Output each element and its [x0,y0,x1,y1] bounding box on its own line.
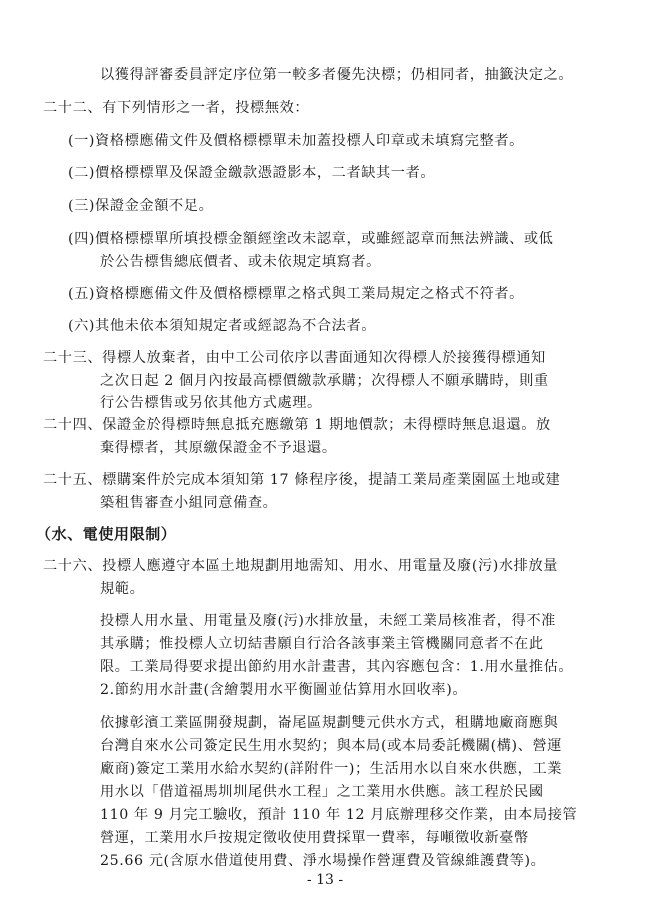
article-22-item-2: (二)價格標標單及保證金繳款憑證影本，二者缺其一者。 [68,165,436,181]
article-23-line-1: 二十三、得標人放棄者，由中工公司依序以書面通知次得標人於接獲得標通知 [43,350,546,366]
article-22-heading: 二十二、有下列情形之一者，投標無效： [43,100,310,116]
article-26-paragraph-1-line-4: 2.節約用水計畫(含繪製用水平衡圖並估算用水回收率)。 [100,682,468,698]
article-22-item-3: (三)保證金金額不足。 [68,198,214,214]
article-26-paragraph-2-line-5: 110 年 9 月完工驗收，預計 110 年 12 月底辦理移交作業，由本局接管 [100,807,578,823]
page-number: - 13 - [306,872,344,888]
article-22-item-6: (六)其他未依本須知規定者或經認為不合法者。 [68,318,377,334]
article-26-paragraph-2-line-7: 25.66 元(含原水借道使用費、淨水場操作營運費及管線維護費等)。 [100,853,546,869]
article-26-heading-line-1: 二十六、投標人應遵守本區土地規劃用地需知、用水、用電量及廢(污)水排放量 [43,558,559,574]
article-26-heading-line-2: 規範。 [100,581,145,597]
intro-line: 以獲得評審委員評定序位第一較多者優先決標；仍相同者，抽籤決定之。 [100,67,574,83]
article-22-item-5: (五)資格標應備文件及價格標標單之格式與工業局規定之格式不符者。 [68,286,524,302]
article-26-paragraph-2-line-4: 用水以「借道福馬圳圳尾供水工程」之工業用水供應。該工程於民國 [100,784,544,800]
article-23-line-3: 行公告標售或另依其他方式處理。 [100,395,322,411]
article-25-line-1: 二十五、標購案件於完成本須知第 17 條程序後，提請工業局產業園區土地或建 [43,472,561,488]
article-25-line-2: 築租售審查小組同意備查。 [100,495,278,511]
article-26-paragraph-2-line-6: 營運，工業用水戶按規定徵收使用費採單一費率，每噸徵收新臺幣 [100,830,529,846]
article-26-paragraph-2-line-1: 依據彰濱工業區開發規劃，崙尾區規劃雙元供水方式，租購地廠商應與 [100,715,559,731]
article-26-paragraph-1-line-2: 其承購；惟投標人立切結書願自行洽各該事業主管機關同意者不在此 [100,636,544,652]
article-24-line-1: 二十四、保證金於得標時無息抵充應繳第 1 期地價款；未得標時無息退還。放 [43,417,551,433]
article-23-line-2: 之次日起 2 個月內按最高標價繳款承購；次得標人不願承購時，則重 [100,373,549,389]
article-22-item-4-line-2: 於公告標售總底價者、或未依規定填寫者。 [100,254,381,270]
article-26-paragraph-1-line-3: 限。工業局得要求提出節約用水計畫書，其內容應包含：1.用水量推估。 [100,659,574,675]
article-22-item-1: (一)資格標應備文件及價格標標單未加蓋投標人印章或未填寫完整者。 [68,133,524,149]
article-26-paragraph-2-line-2: 台灣自來水公司簽定民生用水契約；與本局(或本局委託機關(構)、營運 [100,738,563,754]
article-24-line-2: 棄得標者，其原繳保證金不予退還。 [100,440,337,456]
article-26-paragraph-2-line-3: 廠商)簽定工業用水給水契約(詳附件一)；生活用水以自來水供應，工業 [100,761,563,777]
article-22-item-4-line-1: (四)價格標標單所填投標金額經塗改未認章，或雖經認章而無法辨識、或低 [68,231,554,247]
article-26-paragraph-1-line-1: 投標人用水量、用電量及廢(污)水排放量，未經工業局核准者，得不准 [100,613,556,629]
section-heading: （水、電使用限制） [36,525,177,543]
